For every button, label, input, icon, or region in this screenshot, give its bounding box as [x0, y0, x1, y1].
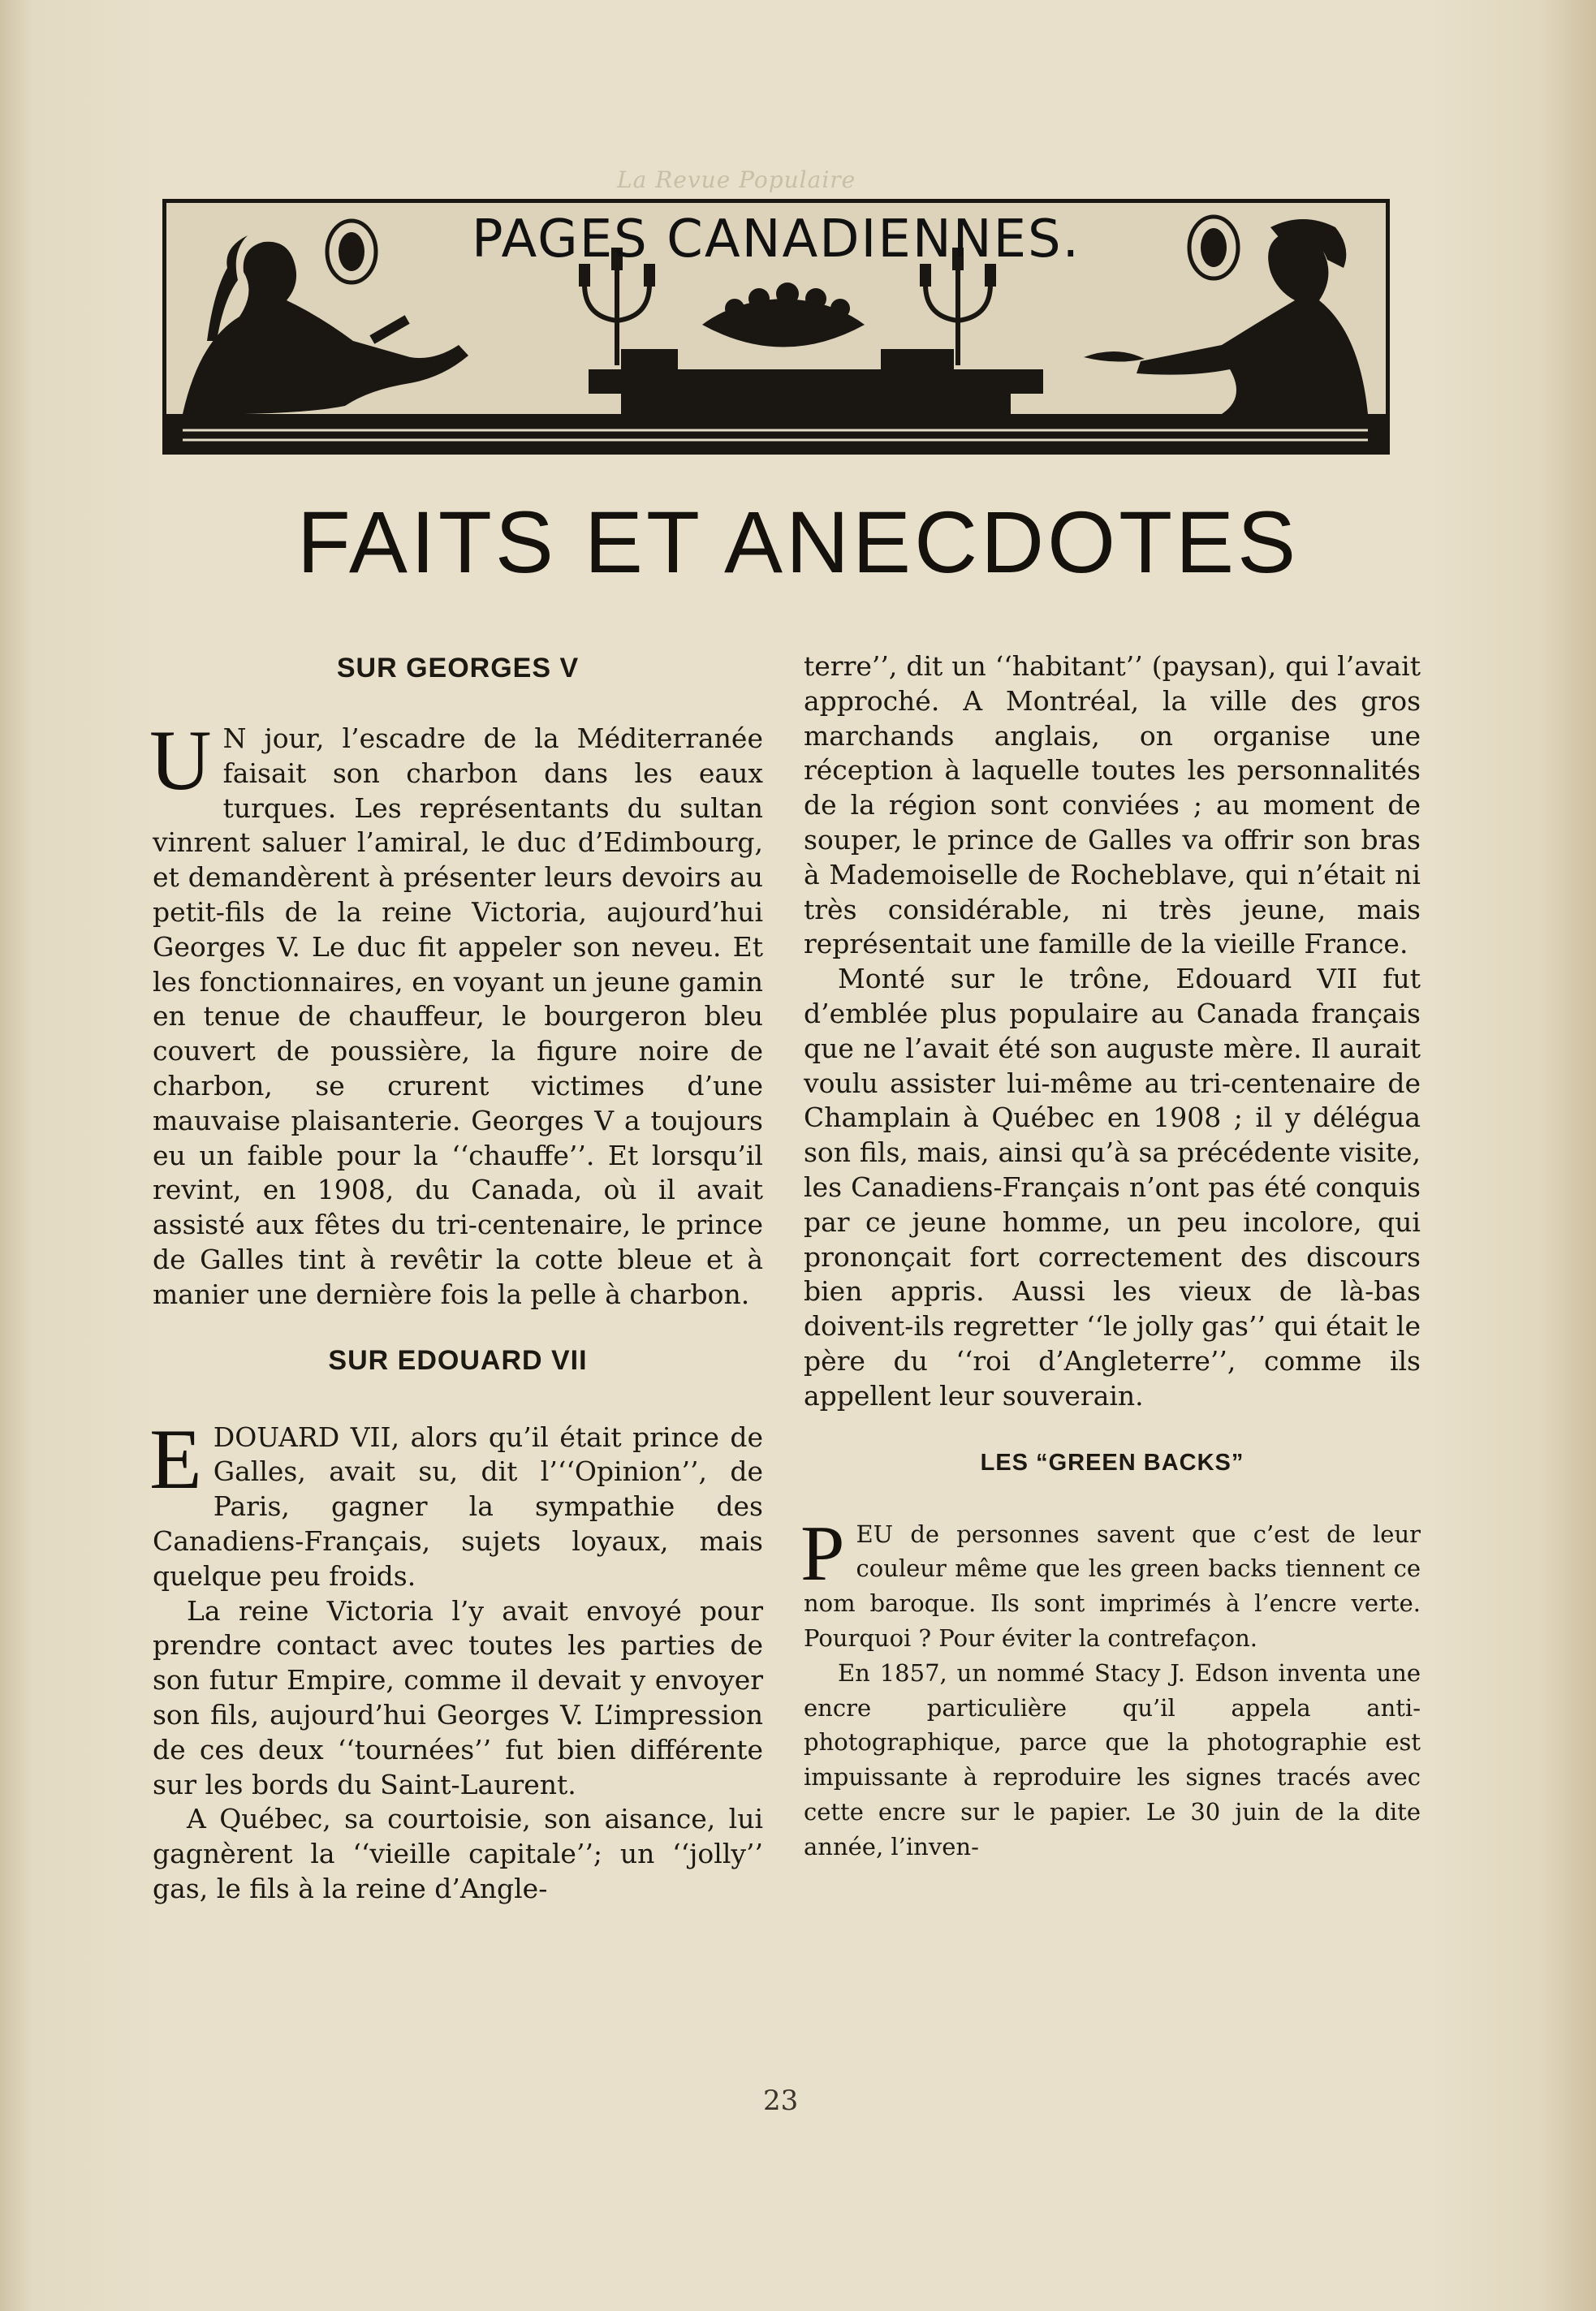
drop-cap: U	[149, 713, 212, 808]
paragraph-edouard-2: La reine Victoria l’y avait envoyé pour prendre contact avec toutes les parties de son futur Empire, comme il devait y envoyer son fils, aujourd’hui Georges V. L’impression de ces deux ‘‘tournées’’ fut bien différente sur les bords du Saint-Laurent.	[153, 1594, 763, 1800]
paragraph-right-1: terre’’, dit un ‘‘habitant’’ (paysan), qui l’avait approché. A Montréal, la ville des gros marchands anglais, on organise une réception à laquelle toutes les personnalités de la région sont conviées ; au moment de souper, le prince de Galles va offrir son bras à Mademoiselle de Rocheblave, qui n’était ni très considérable, ni très jeune, mais représentait une famille de la vieille France.	[804, 650, 1421, 960]
paragraph-text: DOUARD VII, alors qu’il était prince de Galles, avait su, dit l’‘‘Opinion’’, de Paris, gagner la sympathie des Canadiens-Français, sujets loyaux, mais quelque peu froids.	[153, 1421, 763, 1592]
section-heading-edouard: SUR EDOUARD VII	[328, 1344, 588, 1376]
section-heading-green-backs: LES “GREEN BACKS”	[980, 1449, 1244, 1476]
running-head: La Revue Populaire	[617, 166, 856, 193]
paragraph-georges	[149, 713, 763, 1313]
paragraph-green-backs-2: En 1857, un nommé Stacy J. Edson inventa une encre particulière qu’il appela anti-photographique, parce que la photographie est impuissante à reproduire les signes tracés avec cette encre sur le papier. Le 30 juin de la dite année, l’inven-	[804, 1658, 1421, 1860]
paragraph-text: N jour, l’escadre de la Méditerranée faisait son charbon dans les eaux turques. Les représentants du sultan vinrent saluer l’amiral, le duc d’Edimbourg, et demandèrent à présenter leurs devoirs au petit-fils de la reine Victoria, aujourd’hui Georges V. Le duc fit appeler son neveu. Et les fonctionnaires, en voyant un jeune gamin en tenue de chauffeur, le bourgeron bleu couvert de poussière, la figure noire de charbon, se crurent victimes d’une mauvaise plaisanterie. Georges V a toujours eu un faible pour la ‘‘chauffe’’. Et lorsqu’il revint, en 1908, du Canada, où il avait assisté aux fêtes du tri-centenaire, le prince de Galles tint à revêtir la cotte bleue et à manier une dernière fois la pelle à charbon.	[153, 722, 763, 1310]
paragraph-green-backs-1	[800, 1509, 1421, 1656]
right-column	[800, 649, 1421, 1865]
paragraph-edouard-3: A Québec, sa courtoisie, son aisance, lui gagnèrent la ‘‘vieille capitale’’; un ‘‘jolly’’ gas, le fils à la reine d’Angle-	[153, 1803, 763, 1904]
drop-cap: E	[149, 1411, 202, 1507]
paragraph-text: EU de personnes savent que c’est de leur couleur même que les green backs tiennent ce nom baroque. Ils sont imprimés à l’encre verte. Pourquoi ? Pour éviter la contrefaçon.	[804, 1520, 1421, 1652]
section-heading-georges: SUR GEORGES V	[336, 653, 580, 683]
paragraph-right-2: Monté sur le trône, Edouard VII fut d’emblée plus populaire au Canada français que ne l’avait été son auguste mère. Il aurait voulu assister lui-même au tri-centenaire de Champlain à Québec en 1908 ; il y délégua son fils, mais, ainsi qu’à sa précédente visite, les Canadiens-Français n’ont pas été conquis par ce jeune homme, un peu incolore, qui prononçait fort correctement des discours bien appris. Aussi les vieux de là-bas doivent-ils regretter ‘‘le jolly gas’’ qui était le père du ‘‘roi d’Angleterre’’, comme ils appellent leur souverain.	[804, 963, 1421, 1412]
page-number: 23	[763, 2085, 799, 2117]
paragraph-edouard-1	[149, 1411, 763, 1594]
drop-cap: P	[800, 1509, 845, 1597]
page-title: FAITS ET ANECDOTES	[296, 493, 1300, 591]
left-column	[149, 649, 763, 1907]
decorative-banner	[162, 199, 1390, 455]
banner-title: PAGES CANADIENNES.	[471, 209, 1081, 269]
